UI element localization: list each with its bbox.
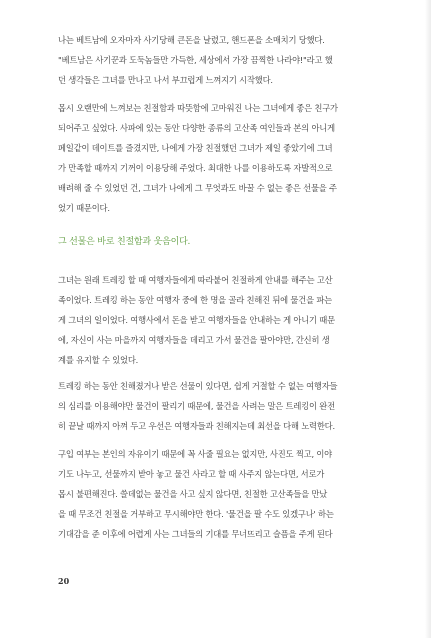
paragraph-line: 의 심리를 이용해야만 물건이 팔리기 때문에, 물건을 사려는 말은 트레킹이 완전	[58, 401, 335, 411]
paragraph-line: 히 끝날 때까지 아껴 두고 우선은 여행자들과 친해지는데 최선을 다해 노력한다.	[58, 421, 335, 431]
paragraph-line: 구입 여부는 본인의 자유이기 때문에 꼭 사줄 필요는 없지만, 사진도 찍고, 이야	[58, 449, 332, 459]
paragraph-line: 페일같이 데이트를 즐겼지만, 나에게 가장 친절했던 그녀가 제일 좋았기에 그녀	[58, 143, 333, 153]
highlight-quote: 그 선물은 바로 친절함과 웃음이다.	[58, 237, 191, 247]
paragraph-line: 기대감을 준 이후에 어렵게 사는 그녀들의 기대를 무너뜨리고 슬픔을 주게 된다	[58, 529, 333, 539]
page-edge-shadow	[425, 0, 431, 638]
paragraph-3	[58, 270, 374, 370]
paragraph-line: 나는 베트남에 오자마자 사기당해 큰돈을 날렸고, 핸드폰을 소매치기 당했다.	[58, 35, 325, 45]
paragraph-line: 가 만족할 때까지 기꺼이 이용당해 주었다. 최대한 나를 이용하도록 자발적으로	[58, 163, 333, 173]
paragraph-4	[58, 376, 374, 436]
paragraph-line: 기도 나누고, 선물까지 받아 놓고 물건 사라고 할 때 사주지 않는다면, 서로가	[58, 469, 325, 479]
paragraph-line: 몹시 오랜만에 느껴보는 친절함과 따뜻함에 고마워진 나는 그녀에게 좋은 친구가	[58, 103, 338, 113]
paragraph-line: 었기 때문이다.	[58, 203, 110, 213]
paragraph-line: 몹시 불편해진다. 쓸데없는 물건을 사고 싶지 않다면, 친절한 고산족들을 만났	[58, 489, 328, 499]
paragraph-line: 배려해 줄 수 있었던 건, 그녀가 나에게 그 무엇과도 바꿀 수 없는 좋은 선물을 주	[58, 183, 337, 193]
paragraph-5	[58, 444, 374, 544]
paragraph-1	[58, 30, 374, 90]
paragraph-line: "베트남은 사기꾼과 도둑놈들만 가득한, 세상에서 가장 끔찍한 나라야!"라고 했	[58, 55, 333, 65]
paragraph-line: 족이었다. 트레킹 하는 동안 여행자 중에 한 명을 골라 친해진 뒤에 물건을 파는	[58, 295, 332, 305]
page-number: 20	[58, 576, 70, 586]
paragraph-line: 트레킹 하는 동안 친해졌거나 받은 선물이 있다면, 쉽게 거절할 수 없는 여행자들	[58, 381, 338, 391]
paragraph-line: 되어주고 싶었다. 사파에 있는 동안 다양한 종류의 고산족 여인들과 본의 아니게	[58, 123, 335, 133]
paragraph-line: 에, 자신이 사는 마을까지 여행자들을 데리고 가서 물건을 팔아야만, 간신히 생	[58, 335, 330, 345]
paragraph-line: 그녀는 원래 트레킹 할 때 여행자들에게 따라붙어 친절하게 안내를 해주는 고산	[58, 275, 333, 285]
paragraph-line: 던 생각들은 그녀를 만나고 나서 부끄럽게 느껴지기 시작했다.	[58, 75, 273, 85]
paragraph-line: 게 그녀의 일이었다. 여행사에서 돈을 받고 여행자들을 안내하는 게 아니기 때문	[58, 315, 335, 325]
paragraph-2	[58, 98, 374, 218]
paragraph-line: 계를 유지할 수 있었다.	[58, 355, 139, 365]
paragraph-line: 을 때 무조건 친절을 거부하고 무시해야만 한다. '물건을 팔 수도 있겠구나' 하는	[58, 509, 334, 519]
